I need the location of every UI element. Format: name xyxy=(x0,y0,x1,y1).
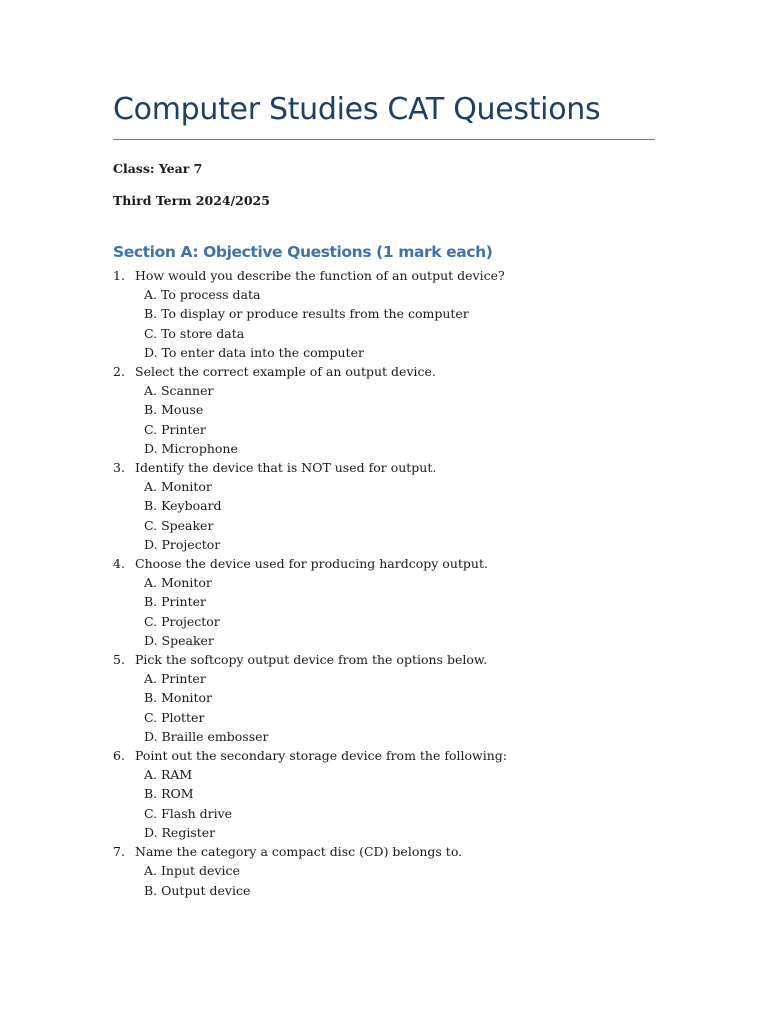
answer-option: A. Input device xyxy=(144,863,240,879)
question-number: 5. xyxy=(113,652,125,668)
question-text xyxy=(113,554,673,573)
question-item xyxy=(113,266,673,362)
answer-option: C. Flash drive xyxy=(144,805,233,821)
question-item xyxy=(113,458,673,554)
question-text xyxy=(113,458,673,477)
answer-option: D. Braille embosser xyxy=(144,728,269,744)
answer-option: D. Speaker xyxy=(144,632,214,648)
answer-options xyxy=(113,669,673,746)
answer-option: B. Output device xyxy=(144,882,251,898)
answer-option: B. Keyboard xyxy=(144,498,222,514)
answer-option: A. Monitor xyxy=(144,479,212,495)
answer-options xyxy=(113,381,673,458)
answer-options xyxy=(113,285,673,362)
document-title: Computer Studies CAT Questions xyxy=(113,92,601,127)
answer-option: C. Speaker xyxy=(144,517,214,533)
question-number: 4. xyxy=(113,556,125,572)
answer-option: B. ROM xyxy=(144,786,194,802)
question-prompt: Identify the device that is NOT used for output. xyxy=(135,460,437,476)
answer-options xyxy=(113,765,673,842)
answer-option: C. Plotter xyxy=(144,709,205,725)
question-item xyxy=(113,362,673,458)
answer-option: A. Printer xyxy=(144,671,206,687)
answer-option: A. RAM xyxy=(144,767,193,783)
question-item xyxy=(113,554,673,650)
answer-option: C. Projector xyxy=(144,613,220,629)
answer-option: A. Monitor xyxy=(144,575,212,591)
question-item xyxy=(113,650,673,746)
question-item xyxy=(113,842,673,900)
question-prompt: Name the category a compact disc (CD) belongs to. xyxy=(135,844,463,860)
question-text xyxy=(113,362,673,381)
question-prompt: Pick the softcopy output device from the options below. xyxy=(135,652,488,668)
answer-option: B. Mouse xyxy=(144,402,204,418)
answer-option: D. Register xyxy=(144,824,216,840)
answer-option: A. To process data xyxy=(144,287,261,303)
answer-option: D. Projector xyxy=(144,536,221,552)
question-item xyxy=(113,746,673,842)
question-number: 6. xyxy=(113,748,125,764)
question-number: 2. xyxy=(113,364,125,380)
answer-option: B. To display or produce results from the computer xyxy=(144,306,469,322)
question-number: 7. xyxy=(113,844,125,860)
question-prompt: Point out the secondary storage device from the following: xyxy=(135,748,507,764)
answer-option: B. Monitor xyxy=(144,690,213,706)
class-label: Class: Year 7 xyxy=(113,161,203,176)
question-list xyxy=(113,266,673,900)
question-text xyxy=(113,842,673,861)
answer-option: C. To store data xyxy=(144,325,245,341)
question-number: 1. xyxy=(113,268,125,283)
title-underline-rule xyxy=(113,139,655,140)
answer-option: D. To enter data into the computer xyxy=(144,344,364,360)
question-text xyxy=(113,746,673,765)
question-text xyxy=(113,266,673,285)
answer-option: D. Microphone xyxy=(144,440,238,456)
answer-options xyxy=(113,573,673,650)
section-a-heading: Section A: Objective Questions (1 mark each) xyxy=(113,243,493,261)
term-label: Third Term 2024/2025 xyxy=(113,193,270,208)
question-prompt: Choose the device used for producing hardcopy output. xyxy=(135,556,488,572)
answer-option: B. Printer xyxy=(144,594,206,610)
answer-option: A. Scanner xyxy=(144,383,214,399)
question-number: 3. xyxy=(113,460,125,476)
answer-options xyxy=(113,861,673,899)
question-prompt: Select the correct example of an output device. xyxy=(135,364,436,380)
answer-options xyxy=(113,477,673,554)
question-prompt: How would you describe the function of an output device? xyxy=(135,268,505,283)
question-text xyxy=(113,650,673,669)
answer-option: C. Printer xyxy=(144,421,206,437)
